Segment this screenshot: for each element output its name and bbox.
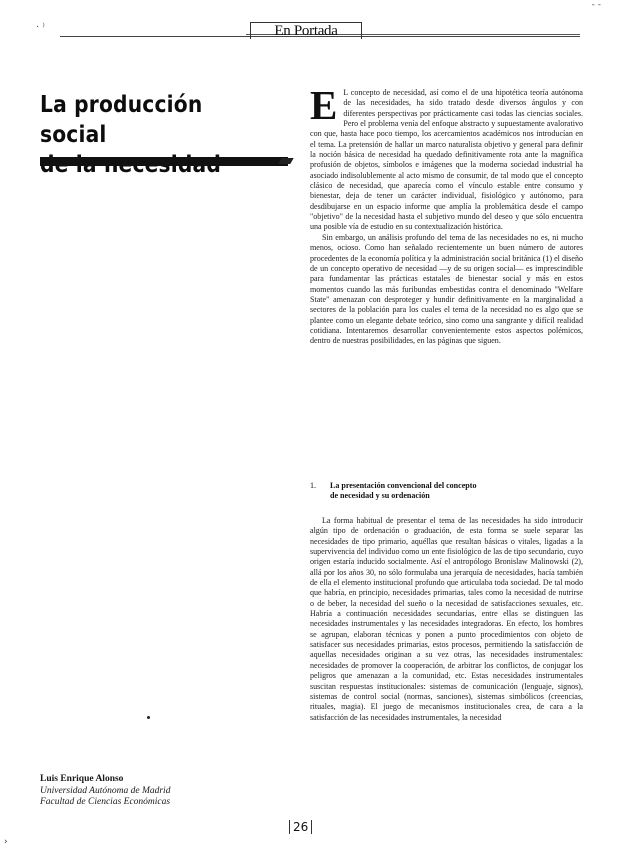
section-1-paragraph-1: La forma habitual de presentar el tema de las necesidades ha sido introducir algún tipo de ordenación o graduación, de esta forma se suele separar las necesidades de tipo primario, aquéllas que resultan básicas o vitales, ligadas a la supervivencia del individuo como un ente fisiológico de las de tipo secundario, cuyo origen estaría inducido socialmente. Así el antropólogo Bronislaw Malinowski (2), allá por los años 30, no sólo formulaba una jerarquía de necesidades, hacía también de ella el elemento institucional profundo que articulaba toda sociedad. De tal modo que habría, en principio, necesidades primarias, tales como la necesidad de nutrirse o de beber, la necesidad del sueño o la necesidad de satisfacciones sexuales, etc. Habría a continuación necesidades secundarias, entre ellas se distinguen las necesidades instrumentales y las necesidades integradoras. En efecto, los hombres se agrupan, elaboran técnicas y ponen a punto procedimientos con objeto de satisfacer sus necesidades primarias, estos procesos, permitiendo la satisfacción de aquellas necesidades originan a su vez otras, las necesidades instrumentales: necesidades de promover la cooperación, de arbitrar los conflictos, de conjugar los peligros que amenazan a la comunidad, etc. Estas necesidades instrumentales suscitan respuestas institucionales: sistemas de comunicación (lenguaje, signos), sistemas de control social (normas, sanciones), sistemas simbólicos (creencias, rituales, magia). El juego de mecanismos institucionales crea, de cara a la satisfacción de las necesidades instrumentales, la necesidad (310, 516, 583, 722)
section-1-text (310, 516, 583, 723)
scan-mark-top: - - (591, 0, 601, 10)
intro-paragraph-1-text: L concepto de necesidad, así como el de una hipotética teoría autónoma de las necesidades, ha sido tratado desde diversos ángulos y con diferentes perspectivas por prácticamente casi todas las ciencias sociales. Pero el problema venía del enfoque abstracto y supuestamente avalorativo con que, hasta hace poco tiempo, los acercamientos académicos nos introducían en el tema. La pretensión de hallar un marco naturalista objetivo y general para definir la noción básica de necesidad ha quedado definitivamente rota ante la magnífica profusión de objetos, símbolos e imágenes que la moderna sociedad industrial ha asociado indisolublemente al acto mismo de consumir, de tal modo que el concepto clásico de necesidad, que aparecía como el vínculo estable entre consumo y bienestar, deja de tener un carácter individual, fisiológico y autónomo, para desdibujarse en un espacio informe que amplía la problemática desde el campo "objetivo" de la necesidad hasta el subjetivo mundo del deseo y que sólo encuentra una posible vía de estudio en su contextualización histórica. (310, 88, 583, 232)
drop-cap: E (310, 82, 338, 128)
title-line-1: La producción social (40, 92, 203, 148)
section-label: En Portada (250, 22, 362, 39)
stray-dot (147, 716, 150, 719)
section-1-heading (310, 481, 583, 502)
margin-mark: › (4, 837, 8, 847)
title-underline-bar (40, 157, 288, 166)
author-affiliation-2: Facultad de Ciencias Económicas (40, 797, 171, 807)
page-number: 26 (289, 820, 312, 834)
scan-mark: · ⁾ (36, 22, 45, 33)
section-1-heading-line-2: de necesidad y su ordenación (330, 491, 430, 501)
author-name: Luis Enrique Alonso (40, 774, 124, 784)
section-1-number: 1. (310, 481, 317, 490)
article-title (40, 90, 264, 180)
author-affiliation-1: Universidad Autónoma de Madrid (40, 785, 171, 796)
intro-paragraph-1 (310, 82, 583, 233)
intro-paragraph-2: Sin embargo, un análisis profundo del tema de las necesidades no es, ni mucho menos, ocioso. Como han señalado recientemente un buen número de autores procedentes de la economía política y la administración social británica (1) el diseño de un concepto operativo de necesidad —y de su origen social— es imprescindible para fundamentar las prácticas estatales de bienestar social y más en estos momentos cuando las más furibundas embestidas contra el denominado "Welfare State" amenazan con desproteger y hundir definitivamente en la marginalidad a sectores de la población para los cuales el tema de la necesidad no es algo que se plantee como un elegante debate teórico, sino como una sangrante y difícil realidad cotidiana. Intentaremos desarrollar convenientemente estos aspectos polémicos, dentro de nuestras posibilidades, en las páginas que siguen. (310, 232, 583, 346)
byline (40, 774, 280, 809)
title-underline-tail (278, 158, 293, 164)
section-1-heading-line-1: La presentación convencional del concepto (330, 481, 477, 490)
intro-text (310, 82, 583, 347)
